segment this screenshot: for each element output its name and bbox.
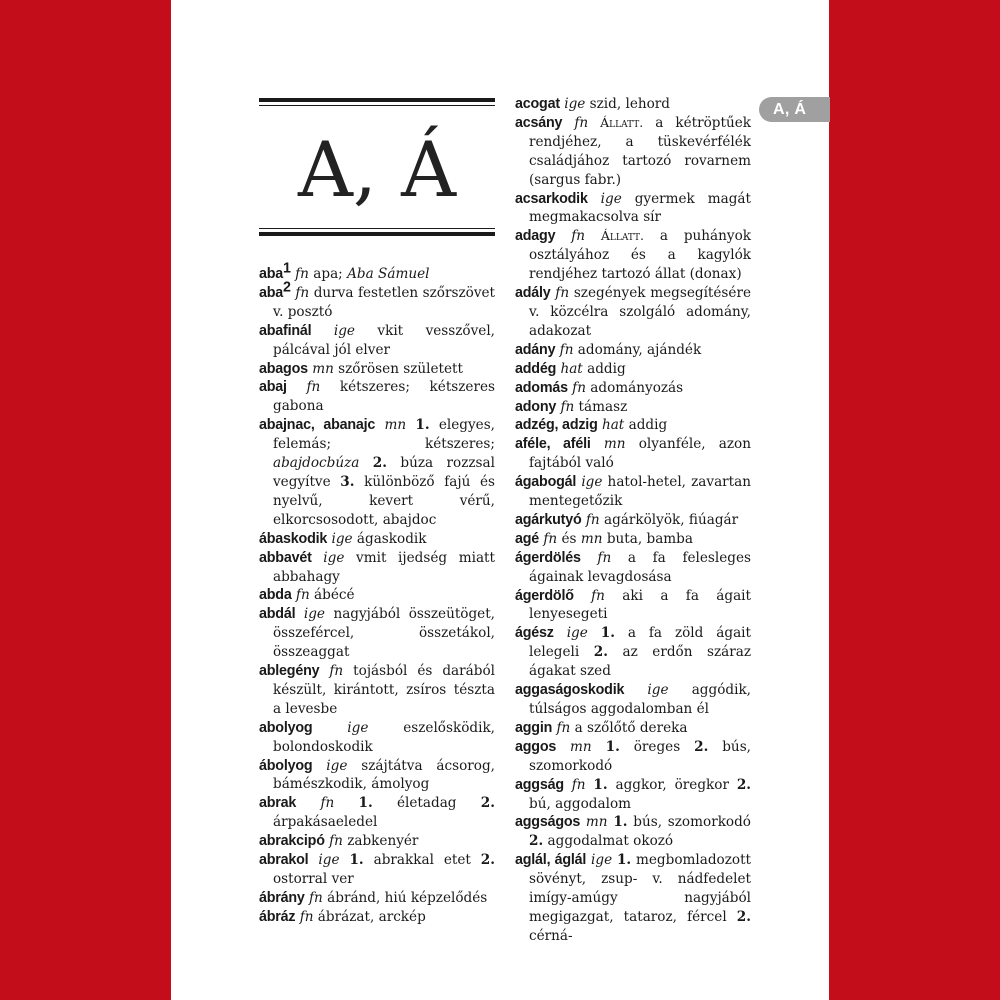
sense-number: 2.: [480, 852, 495, 869]
part-of-speech: mn: [312, 360, 334, 377]
part-of-speech: ige: [326, 757, 348, 774]
definition-text: cérná-: [529, 927, 573, 944]
entry-headword: ábrány: [259, 889, 305, 906]
definition-text: árpakásaeledel: [273, 814, 378, 831]
definition-text: öreges: [619, 738, 695, 755]
entry-headword: abrakcipó: [259, 833, 325, 850]
part-of-speech: fn: [571, 228, 585, 245]
dictionary-entry: [515, 719, 751, 738]
dictionary-entry: [515, 398, 751, 417]
entry-headword: aggság: [515, 776, 564, 793]
definition-text: buta, bamba: [602, 530, 693, 547]
definition-text: a puhányok osztályához és a kagylók rendjéhez tartozó állat (donax): [529, 228, 752, 283]
part-of-speech: mn: [570, 738, 592, 755]
dictionary-entry: [515, 284, 751, 341]
definition-text: adományozás: [585, 379, 684, 396]
definition-text: zabkenyér: [342, 833, 419, 850]
definition-text: agárkölyök, fiúagár: [599, 511, 739, 528]
part-of-speech: ige: [564, 96, 586, 112]
part-of-speech: fn: [295, 266, 309, 282]
part-of-speech: hat: [601, 417, 625, 434]
part-of-speech: fn: [306, 379, 321, 396]
sense-number: 1.: [358, 795, 373, 812]
dictionary-entry: [515, 738, 751, 776]
definition-text: ábrázat, arckép: [313, 908, 426, 925]
part-of-speech: fn: [295, 284, 310, 301]
part-of-speech: fn: [295, 587, 310, 604]
part-of-speech: ige: [331, 530, 353, 547]
sense-number: 1.: [605, 738, 620, 755]
definition-text: szájtátva ácsorog, bámészkodik, ámolyog: [273, 757, 495, 793]
part-of-speech: mn: [580, 530, 603, 547]
definition-text: bús, szomorkodó: [529, 738, 751, 774]
part-of-speech: fn: [591, 587, 605, 604]
definition-text: kétszeres; kétszeres gabona: [273, 379, 495, 415]
definition-text: [334, 795, 358, 811]
part-of-speech: ige: [566, 625, 588, 642]
definition-text: szid, lehord: [585, 96, 671, 112]
sense-number: 2.: [480, 795, 495, 812]
part-of-speech: ige: [347, 719, 369, 736]
part-of-speech: ige: [323, 549, 345, 566]
part-of-speech: fn: [559, 341, 574, 358]
entry-headword: aggin: [515, 719, 553, 736]
entry-headword: acsány: [515, 114, 563, 131]
dictionary-entry: [515, 341, 751, 360]
dictionary-entry: [515, 227, 751, 284]
entry-headword: abaj: [259, 379, 287, 396]
dictionary-entry: [259, 530, 495, 549]
entry-headword: abda: [259, 587, 292, 604]
definition-text: vmit ijedség miatt abbahagy: [273, 549, 495, 585]
part-of-speech: ige: [318, 852, 340, 869]
entry-headword: abrak: [259, 795, 297, 812]
part-of-speech: ige: [600, 190, 622, 207]
entry-headword: abrakol: [259, 852, 309, 869]
definition-text: bú, aggodalom: [529, 795, 632, 812]
dictionary-entry: [515, 681, 751, 719]
top-thick-rule: [259, 98, 495, 102]
definition-text: ábécé: [309, 587, 355, 604]
part-of-speech: mn: [603, 436, 626, 453]
entry-headword: adzég, adzig: [515, 417, 598, 434]
definition-text: különböző fajú és nyelvű, kevert vérű, elkorcsosodott, abajdoc: [273, 473, 495, 528]
sense-number: 1.: [616, 852, 632, 869]
dictionary-entry: [259, 794, 495, 832]
sense-number: 1.: [415, 417, 430, 434]
part-of-speech: ige: [581, 474, 603, 491]
letter-heading: A, Á: [297, 125, 457, 214]
sense-number: 3.: [340, 473, 355, 490]
definition-text: addig: [624, 417, 668, 434]
definition-text: tojásból és darából készült, kirántott, zsíros tészta a levesbe: [273, 663, 495, 717]
top-thin-rule: [259, 105, 495, 106]
definition-text: aggódik, túlságos aggodalomban él: [529, 682, 752, 717]
entry-headword: abajnac, abanajc: [259, 417, 376, 434]
homonym-number: 2: [283, 279, 291, 296]
part-of-speech: fn: [572, 379, 586, 396]
homonym-number: 1: [283, 260, 291, 277]
sense-number: 1.: [349, 852, 364, 869]
definition-text: [359, 455, 372, 471]
domain-label: Állatt.: [600, 114, 644, 130]
part-of-speech: ige: [647, 682, 669, 699]
dictionary-entry: [515, 813, 751, 851]
part-of-speech: fn: [556, 719, 571, 736]
definition-text: [588, 625, 601, 641]
sense-number: 2.: [372, 455, 387, 472]
entry-headword: acogat: [515, 96, 560, 112]
dictionary-entry: [259, 549, 495, 587]
definition-text: megbomladozott sövényt, zsup- v. nádfedelet imígy-amúgy nagyjából megigazgat, tataroz, fércel: [529, 852, 752, 925]
dictionary-entry: [515, 379, 751, 398]
definition-text: ágaskodik: [352, 530, 427, 547]
entry-headword: abafinál: [259, 322, 312, 339]
entry-headword: aba: [259, 266, 284, 282]
definition-text: ostorral ver: [273, 871, 354, 887]
definition-text: a fa felesleges ágainak levagdosása: [529, 549, 752, 585]
dictionary-entry: [515, 435, 751, 473]
definition-text: életadag: [372, 795, 481, 812]
dictionary-entry: [515, 624, 751, 681]
entry-headword: aggaságoskodik: [515, 682, 625, 699]
part-of-speech: Aba Sámuel: [347, 266, 430, 282]
dictionary-entry: [259, 889, 495, 908]
entry-headword: abagos: [259, 360, 308, 377]
dictionary-entry: [515, 549, 751, 587]
part-of-speech: ige: [333, 322, 355, 339]
definition-text: [406, 417, 415, 433]
part-of-speech: fn: [543, 530, 558, 547]
sense-number: 2.: [593, 644, 608, 661]
entry-headword: acsarkodik: [515, 190, 588, 207]
dictionary-entry: [259, 851, 495, 889]
part-of-speech: fn: [329, 833, 343, 850]
dictionary-entry: [515, 776, 751, 814]
definition-text: aggodalmat okozó: [543, 833, 674, 850]
dictionary-entry: [259, 586, 495, 605]
dictionary-entry: [515, 530, 751, 549]
part-of-speech: fn: [597, 549, 612, 566]
sense-number: 1.: [613, 814, 628, 831]
entry-headword: aglál, áglál: [515, 852, 587, 869]
definition-text: eszelősködik, bolondoskodik: [273, 719, 495, 755]
part-of-speech: fn: [574, 114, 589, 131]
dictionary-entry: [259, 719, 495, 757]
sense-number: 2.: [736, 776, 752, 793]
dictionary-entry: [515, 95, 751, 114]
dictionary-entry: [259, 605, 495, 662]
part-of-speech: hat: [560, 360, 583, 377]
dictionary-entry: [515, 114, 751, 190]
part-of-speech: ige: [591, 852, 613, 869]
definition-text: [592, 739, 606, 755]
definition-text: búza rozzsal vegyítve: [273, 455, 495, 490]
part-of-speech: fn: [571, 776, 586, 793]
entry-headword: adony: [515, 398, 557, 415]
left-column: [259, 260, 496, 927]
definition-text: addig: [582, 360, 626, 377]
definition-text: durva festetlen szőrszövet v. posztó: [273, 284, 496, 320]
dictionary-entry: [515, 360, 751, 379]
dictionary-entry: [515, 416, 751, 435]
dictionary-entry: [515, 473, 751, 511]
entry-headword: abbavét: [259, 549, 312, 566]
entry-headword: ágész: [515, 625, 554, 642]
part-of-speech: abajdocbúza: [273, 455, 360, 472]
dictionary-entry: [259, 360, 495, 379]
entry-headword: ágerdölés: [515, 549, 581, 566]
dictionary-entry: [259, 260, 495, 284]
entry-headword: ágerdölő: [515, 587, 574, 604]
definition-text: ábránd, hiú képzelődés: [322, 889, 488, 906]
sense-number: 2.: [736, 908, 751, 925]
entry-headword: aba: [259, 284, 284, 301]
definition-text: adomány, ajándék: [573, 341, 702, 358]
entry-headword: addég: [515, 360, 557, 377]
entry-headword: abdál: [259, 606, 296, 623]
definition-text: [588, 115, 600, 131]
part-of-speech: ige: [303, 606, 325, 623]
definition-text: vkit vesszővel, pálcával jól elver: [273, 322, 495, 358]
entry-headword: adány: [515, 341, 556, 358]
dictionary-entry: [515, 587, 751, 625]
part-of-speech: fn: [299, 908, 314, 925]
bottom-thin-rule: [259, 228, 495, 229]
letter-heading-block: [259, 98, 495, 236]
definition-text: a kétröptűek rendjéhez, a tüskevérfélék családjához tartozó rovarnem (sargus fabr.): [529, 114, 752, 188]
definition-text: hatol-hetel, zavartan mentegetőzik: [529, 474, 751, 510]
definition-text: gyermek magát megmakacsolva sír: [529, 190, 751, 226]
part-of-speech: fn: [555, 285, 570, 302]
entry-headword: adagy: [515, 228, 556, 245]
definition-text: bús, szomorkodó: [627, 814, 751, 831]
entry-headword: adomás: [515, 379, 568, 396]
part-of-speech: fn: [320, 795, 335, 812]
part-of-speech: fn: [560, 398, 575, 415]
entry-headword: agárkutyó: [515, 511, 582, 528]
definition-text: abrakkal etet: [363, 852, 481, 869]
definition-text: [585, 228, 601, 244]
entry-headword: ábolyog: [259, 757, 313, 774]
sense-number: 1.: [600, 625, 615, 642]
part-of-speech: fn: [329, 663, 344, 680]
sense-number: 1.: [593, 776, 608, 793]
dictionary-entry: [259, 322, 495, 360]
part-of-speech: mn: [384, 417, 407, 434]
definition-text: [340, 852, 350, 868]
dictionary-entry: [259, 757, 495, 795]
dictionary-entry: [515, 511, 751, 530]
entry-headword: ábráz: [259, 908, 296, 925]
definition-text: a fa zöld ágait lelegeli: [529, 625, 751, 661]
sense-number: 2.: [529, 833, 544, 850]
definition-text: támasz: [574, 398, 628, 415]
domain-label: Állatt.: [600, 228, 645, 244]
dictionary-entry: [259, 416, 495, 529]
dictionary-entry: [515, 851, 751, 946]
definition-text: a szőlőtő dereka: [570, 719, 688, 736]
definition-text: nagyjából összeütöget, összefércel, összetákol, összeaggat: [273, 606, 495, 661]
entry-headword: ábaskodik: [259, 530, 328, 547]
part-of-speech: fn: [585, 511, 600, 528]
bottom-thick-rule: [259, 232, 495, 236]
definition-text: aggkor, öregkor: [607, 776, 737, 793]
entry-headword: aféle, aféli: [515, 436, 591, 453]
definition-text: elegyes, felemás; kétszeres;: [273, 417, 496, 453]
definition-text: olyanféle, azon fajtából való: [529, 436, 751, 472]
entry-headword: ablegény: [259, 663, 320, 680]
entry-headword: agé: [515, 530, 540, 547]
dictionary-entry: [259, 662, 495, 719]
definition-text: és: [557, 530, 581, 547]
entry-headword: aggságos: [515, 814, 581, 831]
dictionary-entry: [515, 190, 751, 228]
sense-number: 2.: [694, 738, 709, 755]
entry-headword: adály: [515, 285, 551, 302]
definition-text: az erdőn száraz ágakat szed: [529, 644, 751, 680]
definition-text: szőrösen született: [333, 360, 463, 377]
dictionary-entry: [259, 378, 495, 416]
entry-headword: abolyog: [259, 719, 313, 736]
part-of-speech: fn: [309, 889, 323, 906]
definition-text: apa;: [308, 266, 348, 282]
dictionary-entry: [259, 279, 496, 322]
thumb-index-tab[interactable]: A, Á: [759, 97, 830, 122]
definition-text: aki a fa ágait lenyesegeti: [529, 587, 751, 623]
dictionary-entry: [259, 908, 495, 927]
definition-text: szegények megsegítésére v. közcélra szolgáló adomány, adakozat: [529, 285, 751, 339]
entry-headword: ágabogál: [515, 474, 577, 491]
dictionary-entry: [259, 832, 495, 851]
right-column: [515, 95, 751, 946]
part-of-speech: mn: [585, 814, 608, 831]
entry-headword: aggos: [515, 738, 557, 755]
